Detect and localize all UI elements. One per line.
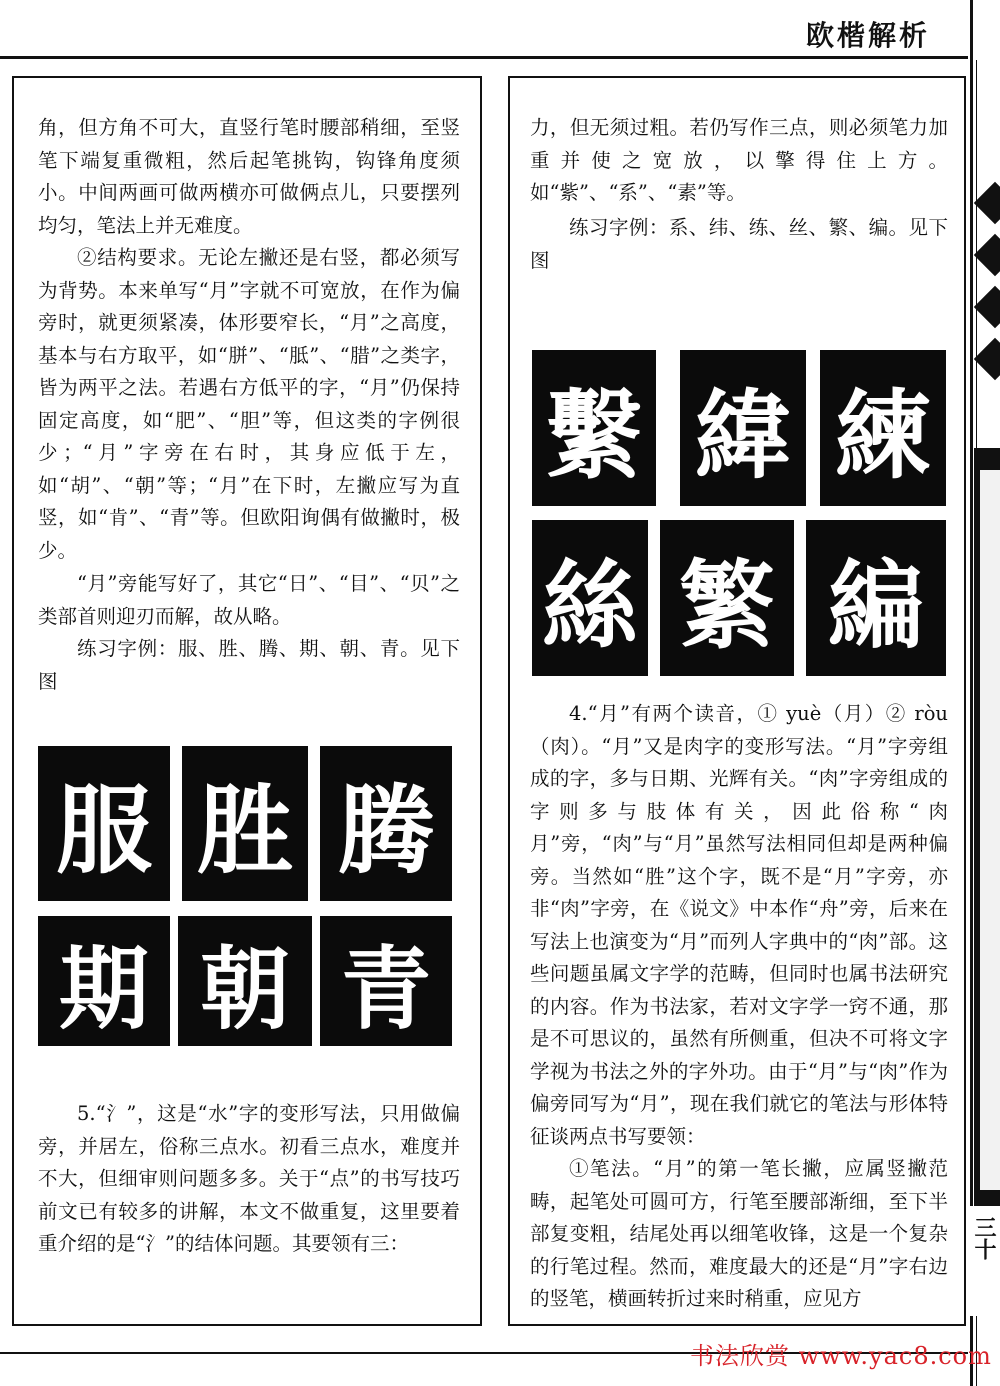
watermark: 书法欣赏 www.yac8.com bbox=[690, 1342, 992, 1370]
side-band-inner bbox=[980, 470, 1000, 1190]
calligraphy-tile: 服 bbox=[38, 746, 170, 901]
calligraphy-tile: 期 bbox=[38, 916, 170, 1046]
page-number-box bbox=[968, 1206, 1000, 1316]
paragraph: 练习字例：服、胜、腾、期、朝、青。见下图 bbox=[38, 637, 460, 693]
left-column bbox=[12, 76, 482, 1326]
diamond-ornament-icon bbox=[974, 338, 1000, 380]
calligraphy-tile: 繁 bbox=[660, 520, 794, 676]
diamond-ornament-icon bbox=[974, 286, 1000, 328]
paragraph: “月”旁能写好了，其它“日”、“目”、“贝”之类部首则迎刃而解，故从略。 bbox=[38, 572, 460, 628]
example-grid bbox=[532, 350, 946, 676]
diamond-ornament-icon bbox=[974, 182, 1000, 224]
right-column bbox=[508, 76, 966, 1326]
calligraphy-tile: 編 bbox=[806, 520, 946, 676]
calligraphy-tile: 緯 bbox=[680, 350, 806, 506]
paragraph: ①笔法。“月”的第一笔长撇，应属竖撇范畴，起笔处可圆可方，行笔至腰部渐细，至下半部复变粗，结尾处再以细笔收锋，这是一个复杂的行笔过程。然而，难度最大的还是“月”字右边的竖笔，横画转折过来时稍重，应见方 bbox=[530, 1157, 948, 1310]
paragraph: 4.“月”有两个读音，① yuè（月）② ròu（肉）。“月”又是肉字的变形写法。“月”字旁组成的字，多与日期、光辉有关。“肉”字旁组成的字则多与肢体有关，因此俗称“肉月”旁，“肉”与“月”虽然写法相同但却是两种偏旁。当然如“胜”这个字，既不是“月”字旁，亦非“肉”字旁，在《说文》中本作“舟”旁，后来在写法上也演变为“月”而列人字典中的“肉”部。这些问题虽属文字学的范畴，但同时也属书法研究的内容。作为书法家，若对文字学一窍不通，那是不可思议的，虽然有所侧重，但决不可将文字学视为书法之外的字外功。由于“月”与“肉”作为偏旁同写为“月”，现在我们就它的笔法与形体特征谈两点书写要领： bbox=[530, 702, 948, 1148]
calligraphy-tile: 繫 bbox=[532, 350, 656, 506]
calligraphy-tile: 青 bbox=[320, 916, 452, 1046]
calligraphy-tile: 練 bbox=[820, 350, 946, 506]
calligraphy-tile: 腾 bbox=[320, 746, 452, 901]
side-rule bbox=[970, 0, 973, 1386]
example-grid bbox=[38, 746, 462, 1046]
paragraph: 练习字例：系、纬、练、丝、繁、编。见下图 bbox=[530, 216, 948, 272]
paragraph: 5.“氵”，这是“水”字的变形写法，只用做偏旁，并居左，俗称三点水。初看三点水，难度并不大，但细审则问题多多。关于“点”的书写技巧前文已有较多的讲解，本文不做重复，这里要着重介绍的是“氵”的结体问题。其要领有三： bbox=[38, 1102, 460, 1255]
side-decoration bbox=[968, 0, 1000, 1386]
paragraph: 力，但无须过粗。若仍写作三点，则必须笔力加重并使之宽放，以擎得住上方。如“紫”、“系”、“素”等。 bbox=[530, 116, 948, 204]
header-rule bbox=[0, 56, 968, 59]
page-header bbox=[0, 0, 980, 60]
calligraphy-tile: 絲 bbox=[532, 520, 648, 676]
diamond-ornament-icon bbox=[974, 234, 1000, 276]
calligraphy-tile: 朝 bbox=[178, 916, 312, 1046]
paragraph: ②结构要求。无论左撇还是右竖，都必须写为背势。本来单写“月”字就不可宽放，在作为偏旁时，就更须紧凑，体形要窄长，“月”之高度，基本与右方取平，如“胼”、“胝”、“腊”之类字，皆为两平之法。若遇右方低平的字，“月”仍保持固定高度，如“肥”、“胆”等，但这类的字例很少；“月”字旁在右时，其身应低于左，如“胡”、“朝”等；“月”在下时，左撇应写为直竖，如“肯”、“青”等。但欧阳询偶有做撇时，极少。 bbox=[38, 246, 460, 562]
header-title: 欧楷解析 bbox=[805, 19, 930, 52]
calligraphy-tile: 胜 bbox=[182, 746, 308, 901]
page-number: 三十 bbox=[971, 1216, 997, 1260]
paragraph: 角，但方角不可大，直竖行笔时腰部稍细，至竖笔下端复重微粗，然后起笔挑钩，钩锋角度须小。中间两画可做两横亦可做俩点儿，只要摆列均匀，笔法上并无难度。 bbox=[38, 116, 460, 237]
